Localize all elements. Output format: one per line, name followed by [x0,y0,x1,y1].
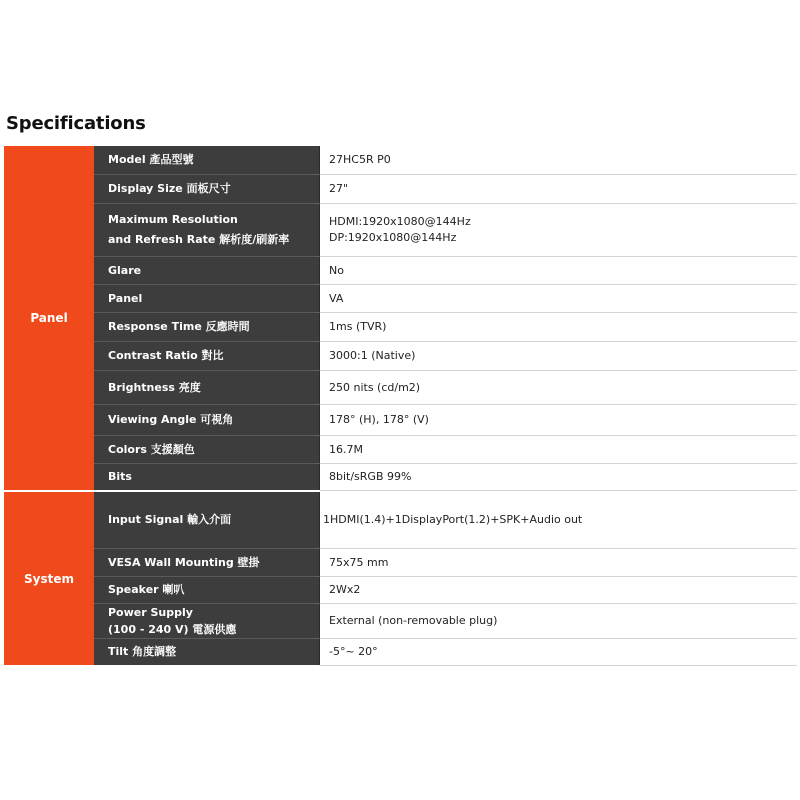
spec-label: Tilt 角度調整 [94,639,320,665]
page-title: Specifications [6,113,146,134]
section-label-panel: Panel [4,146,94,490]
spec-label: Contrast Ratio 對比 [94,342,320,370]
spec-value: 1ms (TVR) [320,313,797,342]
spec-value: 3000:1 (Native) [320,342,797,371]
spec-value: VA [320,285,797,313]
spec-label: Panel [94,285,320,312]
spec-label: Colors 支援顏色 [94,436,320,463]
spec-row-viewing-angle [94,405,797,436]
spec-row-tilt [94,639,797,665]
spec-value: 2Wx2 [320,577,797,604]
spec-label: VESA Wall Mounting 壁掛 [94,549,320,576]
spec-value: No [320,257,797,285]
spec-label: Brightness 亮度 [94,371,320,404]
spec-label: Response Time 反應時間 [94,313,320,341]
spec-label: Maximum Resolution and Refresh Rate 解析度/刷新率 [94,204,320,256]
spec-row-glare [94,257,797,285]
spec-row-bits [94,464,797,490]
spec-value: HDMI:1920x1080@144Hz DP:1920x1080@144Hz [320,204,797,257]
spec-label: Glare [94,257,320,284]
spec-value: External (non-removable plug) [320,604,797,639]
spec-row-input-signal [94,492,797,549]
spec-value: 1HDMI(1.4)+1DisplayPort(1.2)+SPK+Audio out [320,492,797,549]
spec-row-vesa [94,549,797,577]
spec-label: Viewing Angle 可視角 [94,405,320,435]
specifications-table [4,146,797,665]
spec-value: 16.7M [320,436,797,464]
spec-row-panel [94,285,797,313]
spec-value: 27" [320,175,797,204]
spec-value: -5°~ 20° [320,639,797,666]
section-label-system: System [4,492,94,665]
spec-row-power-supply [94,604,797,639]
spec-row-display-size [94,175,797,204]
spec-label: Power Supply (100 - 240 V) 電源供應 [94,604,320,638]
spec-row-max-resolution [94,204,797,257]
spec-value: 27HC5R P0 [320,146,797,175]
spec-value: 8bit/sRGB 99% [320,464,797,491]
section-panel [4,146,797,490]
spec-label: Bits [94,464,320,490]
spec-row-brightness [94,371,797,405]
spec-row-response-time [94,313,797,342]
spec-row-model [94,146,797,175]
section-system [4,492,797,665]
spec-label: Display Size 面板尺寸 [94,175,320,203]
spec-value: 250 nits (cd/m2) [320,371,797,405]
spec-row-speaker [94,577,797,604]
spec-row-contrast-ratio [94,342,797,371]
spec-label: Speaker 喇叭 [94,577,320,603]
spec-value: 178° (H), 178° (V) [320,405,797,436]
spec-label: Model 產品型號 [94,146,320,174]
spec-row-colors [94,436,797,464]
spec-value: 75x75 mm [320,549,797,577]
spec-label: Input Signal 輸入介面 [94,492,320,548]
